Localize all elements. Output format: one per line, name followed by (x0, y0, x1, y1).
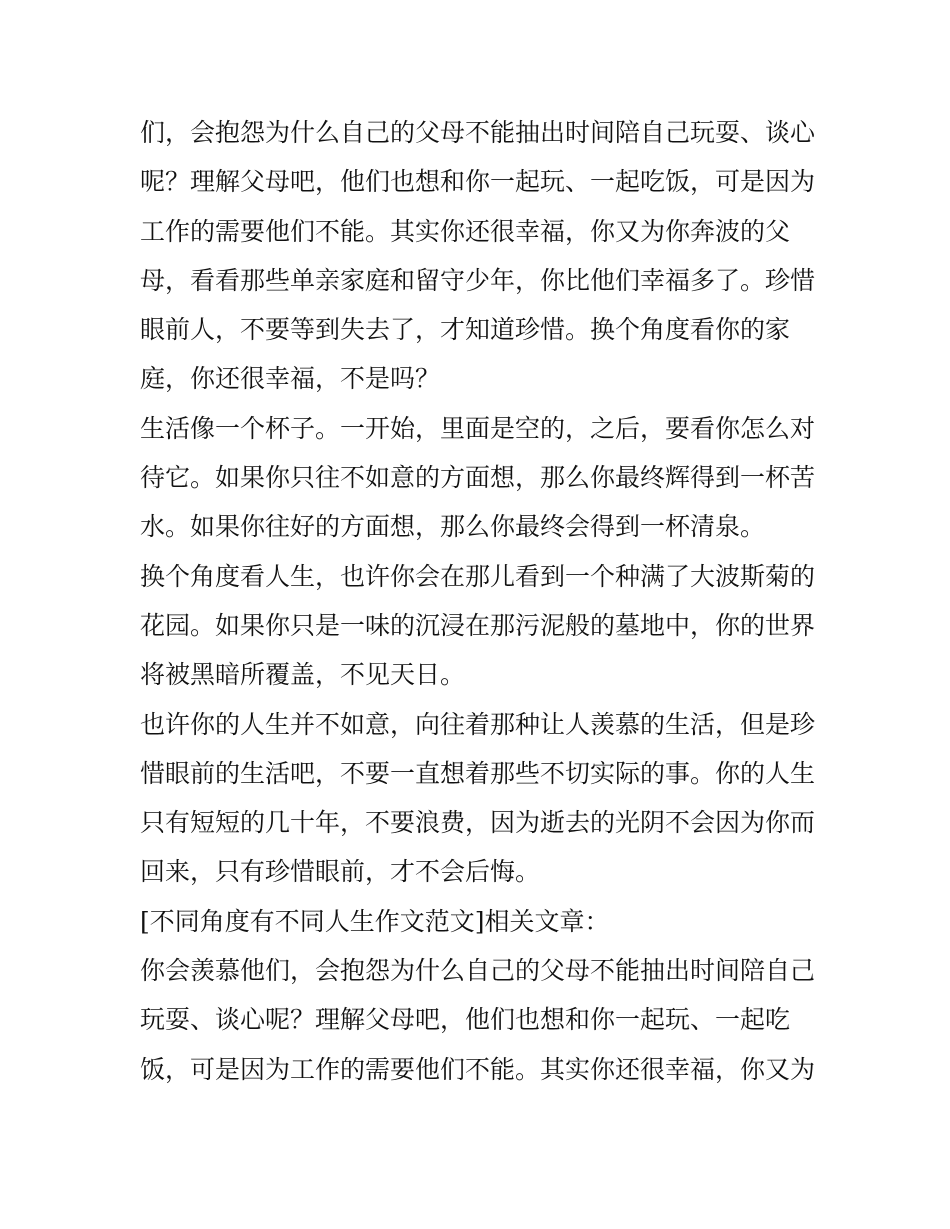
text-line-11: 花园。如果你只是一味的沉浸在那污泥般的墓地中，你的世界 (140, 610, 816, 640)
related-articles-heading: [不同角度有不同人生作文范文]相关文章： (140, 906, 610, 936)
essay-text (140, 108, 820, 1094)
text-line-9: 水。如果你往好的方面想，那么你最终会得到一杯清泉。 (140, 512, 766, 542)
text-line-1: 们，会抱怨为什么自己的父母不能抽出时间陪自己玩耍、谈心 (140, 118, 816, 147)
text-line-12: 将被黑暗所覆盖，不见天日。 (140, 660, 466, 690)
text-line-13: 也许你的人生并不如意，向往着那种让人羡慕的生活，但是珍 (140, 709, 816, 739)
text-line-4: 母，看看那些单亲家庭和留守少年，你比他们幸福多了。珍惜 (140, 265, 816, 295)
text-line-20: 饭，可是因为工作的需要他们不能。其实你还很幸福，你又为 (140, 1054, 816, 1084)
text-line-8: 待它。如果你只往不如意的方面想，那么你最终辉得到一杯苦 (140, 463, 816, 493)
text-line-6: 庭，你还很幸福，不是吗？ (140, 364, 441, 394)
text-line-15: 只有短短的几十年，不要浪费，因为逝去的光阴不会因为你而 (140, 808, 816, 838)
text-line-16: 回来，只有珍惜眼前，才不会后悔。 (140, 857, 541, 887)
text-line-7: 生活像一个杯子。一开始，里面是空的，之后，要看你怎么对 (140, 413, 816, 443)
text-line-2: 呢？理解父母吧，他们也想和你一起玩、一起吃饭，可是因为 (140, 167, 816, 197)
text-line-10: 换个角度看人生，也许你会在那儿看到一个种满了大波斯菊的 (140, 561, 816, 591)
text-line-14: 惜眼前的生活吧，不要一直想着那些不切实际的事。你的人生 (140, 758, 816, 788)
text-line-5: 眼前人，不要等到失去了，才知道珍惜。换个角度看你的家 (140, 315, 791, 345)
text-line-3: 工作的需要他们不能。其实你还很幸福，你又为你奔波的父 (140, 216, 791, 246)
text-line-19: 玩耍、谈心呢？理解父母吧，他们也想和你一起玩、一起吃 (140, 1005, 791, 1035)
text-line-18: 你会羡慕他们，会抱怨为什么自己的父母不能抽出时间陪自己 (140, 956, 816, 986)
